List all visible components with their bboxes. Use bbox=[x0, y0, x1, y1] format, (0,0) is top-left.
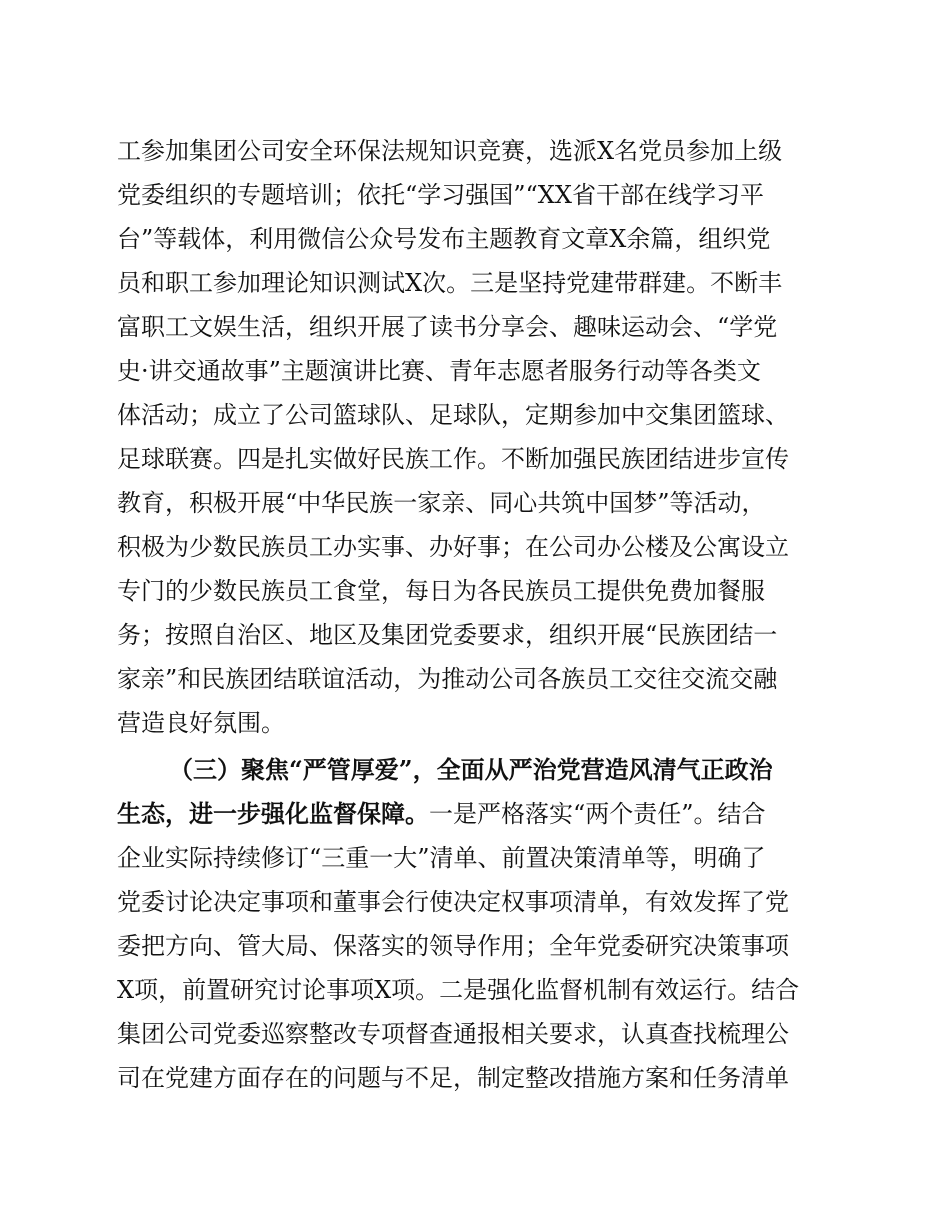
text-line: 党委组织的专题培训；依托“学习强国”“XX省干部在线学习平 bbox=[117, 181, 764, 209]
text-line: 务；按照自治区、地区及集团党委要求，组织开展“民族团结一 bbox=[117, 621, 778, 649]
text-line: 富职工文娱生活，组织开展了读书分享会、趣味运动会、“学党 bbox=[117, 313, 778, 341]
text-line: 企业实际持续修订“三重一大”清单、前置决策清单等，明确了 bbox=[117, 844, 766, 872]
text-line: 司在党建方面存在的问题与不足，制定整改措施方案和任务清单 bbox=[117, 1064, 789, 1092]
text-line: 史·讲交通故事”主题演讲比赛、青年志愿者服务行动等各类文 bbox=[117, 357, 761, 385]
text-line: 员和职工参加理论知识测试X次。三是坚持党建带群建。不断丰 bbox=[117, 269, 783, 297]
text-line: 专门的少数民族员工食堂，每日为各民族员工提供免费加餐服 bbox=[117, 577, 765, 605]
section-heading-continuation bbox=[117, 794, 766, 834]
text-line: 积极为少数民族员工办实事、办好事；在公司办公楼及公寓设立 bbox=[117, 533, 789, 561]
text-line: 教育，积极开展“中华民族一家亲、同心共筑中国梦”等活动， bbox=[117, 489, 766, 517]
text-line: 集团公司党委巡察整改专项督查通报相关要求，认真查找梳理公 bbox=[117, 1020, 789, 1048]
text-line: 体活动；成立了公司篮球队、足球队，定期参加中交集团篮球、 bbox=[117, 401, 789, 429]
text-line: X项，前置研究讨论事项X项。二是强化监督机制有效运行。结合 bbox=[117, 976, 800, 1004]
text-line: 营造良好氛围。 bbox=[117, 709, 285, 737]
text-line: 委把方向、管大局、保落实的领导作用；全年党委研究决策事项 bbox=[117, 932, 789, 960]
paragraph-start: 一是严格落实“两个责任”。结合 bbox=[429, 800, 766, 828]
section-heading-line: （三）聚焦“严管厚爱”，全面从严治党营造风清气正政治 bbox=[169, 755, 773, 784]
text-line: 党委讨论决定事项和董事会行使决定权事项清单，有效发挥了党 bbox=[117, 888, 789, 916]
text-line: 台”等载体，利用微信公众号发布主题教育文章X余篇，组织党 bbox=[117, 225, 771, 253]
text-line: 家亲”和民族团结联谊活动，为推动公司各族员工交往交流交融 bbox=[117, 665, 778, 693]
section-heading-tail: 生态，进一步强化监督保障。 bbox=[117, 799, 429, 828]
text-line: 工参加集团公司安全环保法规知识竞赛，选派X名党员参加上级 bbox=[117, 137, 783, 165]
text-line: 足球联赛。四是扎实做好民族工作。不断加强民族团结进步宣传 bbox=[117, 445, 789, 473]
